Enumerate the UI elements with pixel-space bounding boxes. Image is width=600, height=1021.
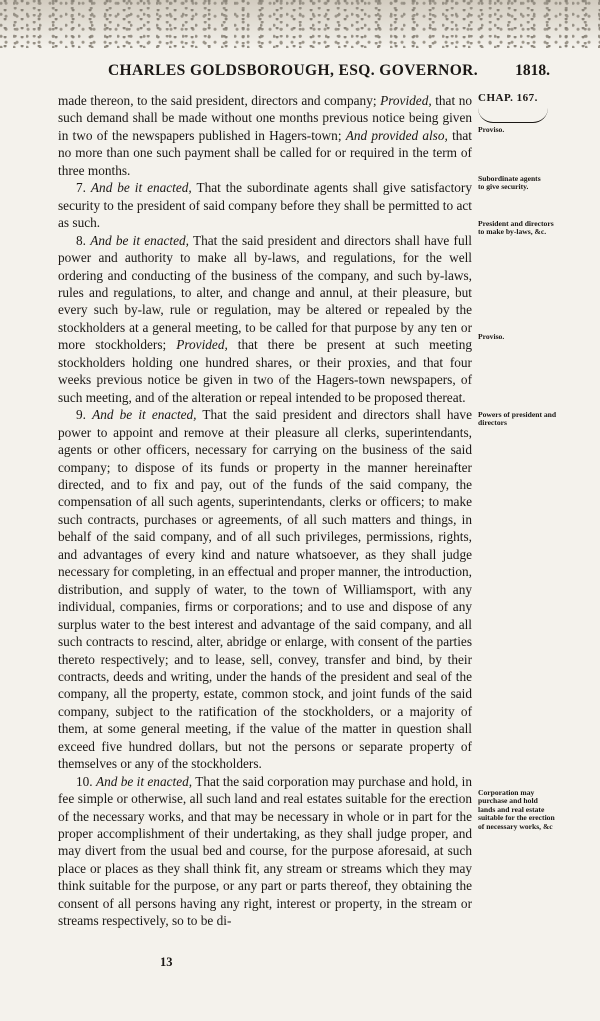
section-10 <box>58 773 472 930</box>
section-text: That the said president and directors shall have power to appoint and remove at their pleasure all clerks, superintendants, agents or other officers, necessary for carrying on the business of the said company; to dispose of its funds or property in the manner hereinafter directed, and to fix and pay, out of the funds of the said company, the compensation of all such agents, superintendants, clerks or officers; to make such contracts, purchases or agreements, of all such matters and things, in behalf of the said company, and of all such privileges, permissions, rights, and advantages of every kind and nature whatsoever, as they shall judge necessary for completing, in an effectual and proper manner, the introduction, distribution, and supply of water, to the town of Williamsport, with any individual, companies, firms or corporations; and to use and dispose of any surplus water to the best interest and advantage of the said company, and all such contracts to rescind, alter, abridge or enlarge, with consent of the parties thereto respectively; and to lease, sell, convey, transfer and bind, by their contracts, deeds and writing, under the hands of the president and seal of the company, all the property, estate, common stock, and joint funds of the said company, subject to the ratification of the stockholders, or a majority of them, at some general meeting, if the value of the matter in question shall exceed five hundred dollars, but not the persons or separate property of themselves or any of the stockholders. <box>58 407 472 772</box>
section-number: 9. <box>76 407 86 423</box>
text-run: that no such demand shall be made without one months previous notice being given in two of the newspapers published in Hagers-town; <box>58 93 472 143</box>
margin-note-subordinate-agents: Subordinate agents to give security. <box>478 174 541 192</box>
enacting-clause: And be it enacted, <box>92 407 197 423</box>
chapter-brace <box>478 108 548 123</box>
section-9 <box>58 406 472 773</box>
section-number: 8. <box>76 232 86 248</box>
page-year: 1818. <box>515 62 550 79</box>
text-run: that no more than one such payment shall be called for or required in the term of three months. <box>58 127 473 178</box>
section-text: That the subordinate agents shall give satisfactory security to the president of said company before they shall be permitted to act as such. <box>58 180 472 231</box>
signature-mark: 13 <box>160 955 173 969</box>
text-run-italic: Provided, <box>380 93 432 108</box>
enacting-clause: And be it enacted, <box>90 232 189 248</box>
section-7 <box>58 179 472 231</box>
margin-note-corporation-purchase: Corporation may purchase and hold lands and real estate suitable for the erection of necessary works, &c <box>478 788 555 831</box>
section-text: That the said president and directors shall have full power and authority to make all by-laws, and regulations, for the well ordering and conducting of the business of the company, and such by-laws, rules and regulations, to alter, and change and annul, at their pleasure, but every such by-law, rule or regulation, may be altered or repealed by the stockholders at a general meeting, to be called for that purpose by any ten or more stockholders; <box>58 232 472 353</box>
running-title: CHARLES GOLDSBOROUGH, ESQ. GOVERNOR. <box>107 62 479 79</box>
text-run-italic: Provided, <box>176 337 228 353</box>
text-run: made thereon, to the said president, directors and company; <box>58 93 377 108</box>
section-number: 10. <box>76 773 93 789</box>
section-8 <box>58 232 472 407</box>
margin-note-powers: Powers of president and directors <box>478 410 557 428</box>
section-text: that there be present at such meeting stockholders holding one hundred shares, or their proxies, and that four weeks previous notice be given in two of the Hagers-town newspapers, of such meeting, and of the alteration or repeal intended to be proposed thereat. <box>58 337 472 405</box>
section-number: 7. <box>76 180 86 196</box>
margin-note-proviso-2: Proviso. <box>478 332 505 341</box>
chapter-label: CHAP. 167. <box>478 92 538 104</box>
document-body <box>58 92 472 930</box>
margin-note-by-laws: President and directors to make by-laws, &c. <box>478 219 554 237</box>
section-text: That the said corporation may purchase and hold, in fee simple or otherwise, all such land and real estates suitable for the erection of the necessary works, and that may be necessary in whole or in part for the proper accomplishment of their undertaking, as they shall judge proper, and may divert from the usual bed and course, for the purpose aforesaid, at such place or places as they shall think fit, any stream or streams which they may think suitable for the purpose, or any part or parts thereof, they obtaining the consent of all persons having any right, interest or property, in the stream or streams respectively, so to be di- <box>58 773 472 929</box>
text-run-italic: And provided also, <box>345 127 448 143</box>
paragraph-continuation <box>58 92 472 179</box>
margin-note-proviso-1: Proviso. <box>478 125 505 134</box>
enacting-clause: And be it enacted, <box>95 773 193 789</box>
enacting-clause: And be it enacted, <box>90 180 192 196</box>
torn-page-edge <box>0 0 600 48</box>
